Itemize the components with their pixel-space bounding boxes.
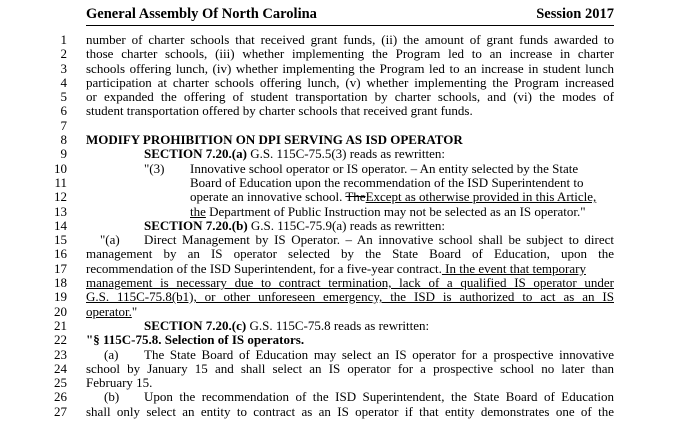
line xyxy=(0,219,675,233)
text-segment: recommendation of the ISD Superintendent, for a five-year contract. xyxy=(86,260,442,276)
line xyxy=(0,104,675,118)
line-text: management by an IS operator selected by the State Board of Education, upon the xyxy=(86,246,614,262)
subsection-marker: (b) xyxy=(104,389,120,405)
line-number: 16 xyxy=(54,246,67,262)
section-text: G.S. 115C-75.5(3) reads as rewritten: xyxy=(246,146,446,162)
line xyxy=(0,119,675,133)
line xyxy=(0,33,675,47)
line-number: 13 xyxy=(54,203,67,219)
line xyxy=(0,62,675,76)
line-number: 26 xyxy=(54,389,67,405)
section-text: G.S. 115C-75.9(a) reads as rewritten: xyxy=(247,217,446,233)
line xyxy=(0,176,675,190)
statute-heading: "§ 115C-75.8. Selection of IS operators. xyxy=(86,332,305,348)
line-text: school by January 15 and shall select an IS operator for a prospective school no later than xyxy=(86,360,614,376)
line-text: participation at charter schools offering lunch, (v) whether implementing the Program increased xyxy=(86,74,614,90)
line-number: 11 xyxy=(54,174,67,190)
line xyxy=(0,262,675,276)
line-number: 4 xyxy=(60,74,67,90)
line-number: 21 xyxy=(54,317,67,333)
line-text xyxy=(86,305,137,319)
line-number: 12 xyxy=(54,189,67,205)
line xyxy=(0,233,675,247)
subsection-marker: (a) xyxy=(104,346,119,362)
line-number: 14 xyxy=(54,217,67,233)
inserted-text: In the event that temporary xyxy=(441,260,586,276)
section-label: SECTION 7.20.(b) xyxy=(144,217,248,233)
text-segment: " xyxy=(131,303,138,319)
section-line xyxy=(144,219,445,233)
line-number: 22 xyxy=(54,332,67,348)
line-text xyxy=(190,205,586,219)
line-number: 19 xyxy=(54,289,67,305)
header-session: Session 2017 xyxy=(536,6,614,22)
line-number: 15 xyxy=(54,232,67,248)
line-text: Innovative school operator or IS operator. – An entity selected by the State xyxy=(190,160,579,176)
line xyxy=(0,133,675,147)
line-text: or expanded the offering of student transportation by charter schools, and (vi) the modes of xyxy=(86,89,614,105)
line-text: shall only select an entity to contract as an IS operator if that entity demonstrates one of the xyxy=(86,403,614,419)
line-text xyxy=(190,190,596,204)
line xyxy=(0,162,675,176)
line-number: 3 xyxy=(60,60,67,76)
line-number: 27 xyxy=(54,403,67,419)
line xyxy=(0,362,675,376)
line-number: 10 xyxy=(54,160,67,176)
line-text: schools offering lunch, (iv) whether implementing the Program led to an increase in student lunch xyxy=(86,60,614,76)
line-number: 5 xyxy=(60,89,67,105)
line-number: 8 xyxy=(60,132,67,148)
line-text: student transportation offered by charter schools that received grant funds. xyxy=(86,103,473,119)
inserted-text: Except as otherwise provided in this Article, xyxy=(365,189,597,205)
line xyxy=(0,290,675,304)
line-number: 17 xyxy=(54,260,67,276)
line xyxy=(0,76,675,90)
line-text: number of charter schools that received grant funds, (ii) the amount of grant funds awarded to xyxy=(86,32,614,47)
line-text: Upon the recommendation of the ISD Superintendent, the State Board of Education xyxy=(144,389,614,405)
section-line xyxy=(144,147,445,161)
line xyxy=(0,333,675,347)
line xyxy=(0,305,675,319)
line-text: The State Board of Education may select an IS operator for a prospective innovative xyxy=(144,346,614,362)
inserted-text: G.S. 115C-75.8(b1), or other unforeseen emergency, the ISD is authorized to act as an IS xyxy=(86,289,614,305)
line xyxy=(0,348,675,362)
line-number: 20 xyxy=(54,303,67,319)
text-segment: operate an innovative school. xyxy=(190,189,346,205)
line-number: 24 xyxy=(54,360,67,376)
header-title: General Assembly Of North Carolina xyxy=(86,6,317,22)
line-number: 18 xyxy=(54,275,67,291)
line-number: 1 xyxy=(60,32,67,47)
line xyxy=(0,190,675,204)
line-text: February 15. xyxy=(86,375,153,391)
section-text: G.S. 115C-75.8 reads as rewritten: xyxy=(246,317,430,333)
line-number: 9 xyxy=(60,146,67,162)
subsection-marker: "(3) xyxy=(144,160,165,176)
line-text: Board of Education upon the recommendation of the ISD Superintendent to xyxy=(190,174,584,190)
line-number: 25 xyxy=(54,375,67,391)
line xyxy=(0,47,675,61)
line xyxy=(0,205,675,219)
document-header xyxy=(86,4,614,24)
line xyxy=(0,247,675,261)
line-number: 2 xyxy=(60,46,67,62)
line xyxy=(0,319,675,333)
section-label: SECTION 7.20.(a) xyxy=(144,146,247,162)
subsection-marker: "(a) xyxy=(100,232,120,248)
line xyxy=(0,376,675,390)
line-text: Direct Management by IS Operator. – An innovative school shall be subject to direct xyxy=(144,232,614,248)
line-number: 6 xyxy=(60,103,67,119)
inserted-text: the xyxy=(190,203,206,219)
line-text xyxy=(86,262,586,276)
section-label: SECTION 7.20.(c) xyxy=(144,317,247,333)
line-text: those charter schools, (iii) whether implementing the Program led to an increase in charter xyxy=(86,46,614,62)
inserted-text: management is necessary due to contract termination, lack of a qualified IS operator under xyxy=(86,275,614,291)
deleted-text: The xyxy=(345,189,366,205)
line-number: 23 xyxy=(54,346,67,362)
header-rule xyxy=(86,25,614,26)
line xyxy=(0,276,675,290)
line xyxy=(0,147,675,161)
line xyxy=(0,90,675,104)
section-heading: MODIFY PROHIBITION ON DPI SERVING AS ISD OPERATOR xyxy=(86,132,463,148)
line-number: 7 xyxy=(60,117,67,133)
section-line xyxy=(144,319,429,333)
inserted-text: operator. xyxy=(86,303,132,319)
text-segment: Department of Public Instruction may not be selected as an IS operator." xyxy=(205,203,586,219)
